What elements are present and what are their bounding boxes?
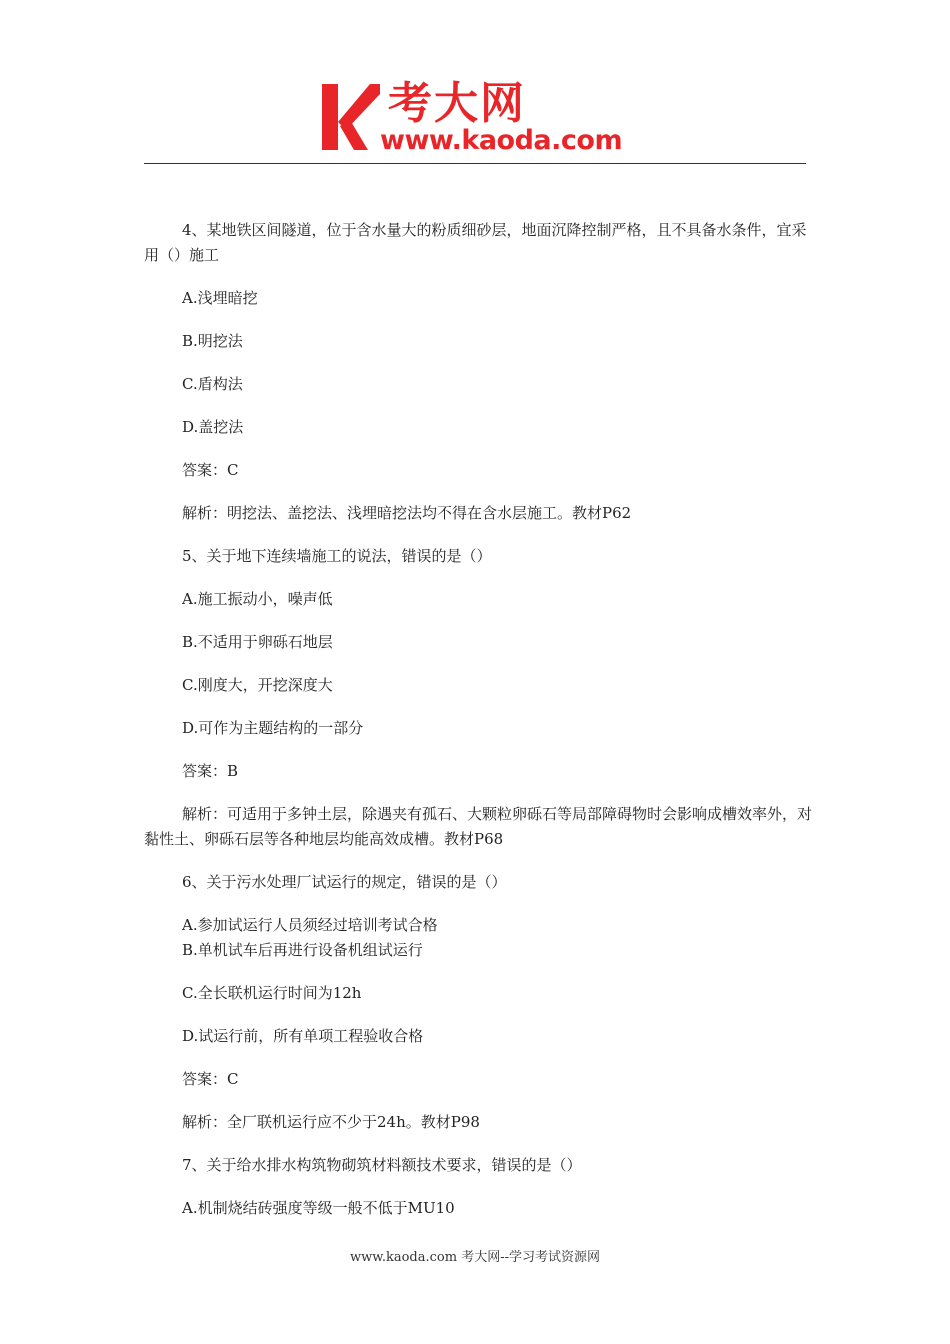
paragraph: A.施工振动小，噪声低: [182, 590, 333, 608]
paragraph: 6、关于污水处理厂试运行的规定，错误的是（）: [182, 873, 507, 891]
paragraph: C.刚度大，开挖深度大: [182, 676, 333, 694]
paragraph: 解析：可适用于多钟土层，除遇夹有孤石、大颗粒卵砾石等局部障碍物时会影响成槽效率外，对黏性土、卵砾石层等各种地层均能高效成槽。教材P68: [144, 805, 813, 848]
paragraph: 解析：明挖法、盖挖法、浅埋暗挖法均不得在含水层施工。教材P62: [182, 504, 632, 522]
paragraph: A.浅埋暗挖: [182, 289, 258, 307]
paragraph: C.全长联机运行时间为12h: [182, 984, 362, 1002]
paragraph: A.机制烧结砖强度等级一般不低于MU10: [182, 1199, 455, 1217]
paragraph: 7、关于给水排水构筑物砌筑材料额技术要求，错误的是（）: [182, 1156, 582, 1174]
paragraph: 解析：全厂联机运行应不少于24h。教材P98: [182, 1113, 480, 1131]
paragraph: D.试运行前，所有单项工程验收合格: [182, 1027, 424, 1045]
site-logo[interactable]: [318, 80, 638, 158]
paragraph: 答案：B: [182, 762, 239, 780]
paragraph: 答案：C: [182, 461, 239, 479]
logo-chinese-name: 考大网: [388, 78, 526, 129]
paragraph: 答案：C: [182, 1070, 239, 1088]
paragraph: B.明挖法: [182, 332, 243, 350]
paragraph: D.盖挖法: [182, 418, 244, 436]
paragraph: 5、关于地下连续墙施工的说法，错误的是（）: [182, 547, 492, 565]
paragraph: D.可作为主题结构的一部分: [182, 719, 364, 737]
k-logo-icon: [318, 82, 380, 152]
header-divider: [144, 163, 806, 164]
paragraph: B.不适用于卵砾石地层: [182, 633, 333, 651]
page-footer: www.kaoda.com 考大网--学习考试资源网: [350, 1250, 600, 1265]
paragraph: A.参加试运行人员须经过培训考试合格: [182, 916, 438, 934]
paragraph: C.盾构法: [182, 375, 243, 393]
document-body: [144, 218, 812, 1221]
logo-url: www.kaoda.com: [380, 125, 623, 156]
paragraph: 4、某地铁区间隧道，位于含水量大的粉质细砂层，地面沉降控制严格，且不具备水条件，宜采用（）施工: [144, 221, 807, 264]
paragraph: B.单机试车后再进行设备机组试运行: [182, 941, 423, 959]
